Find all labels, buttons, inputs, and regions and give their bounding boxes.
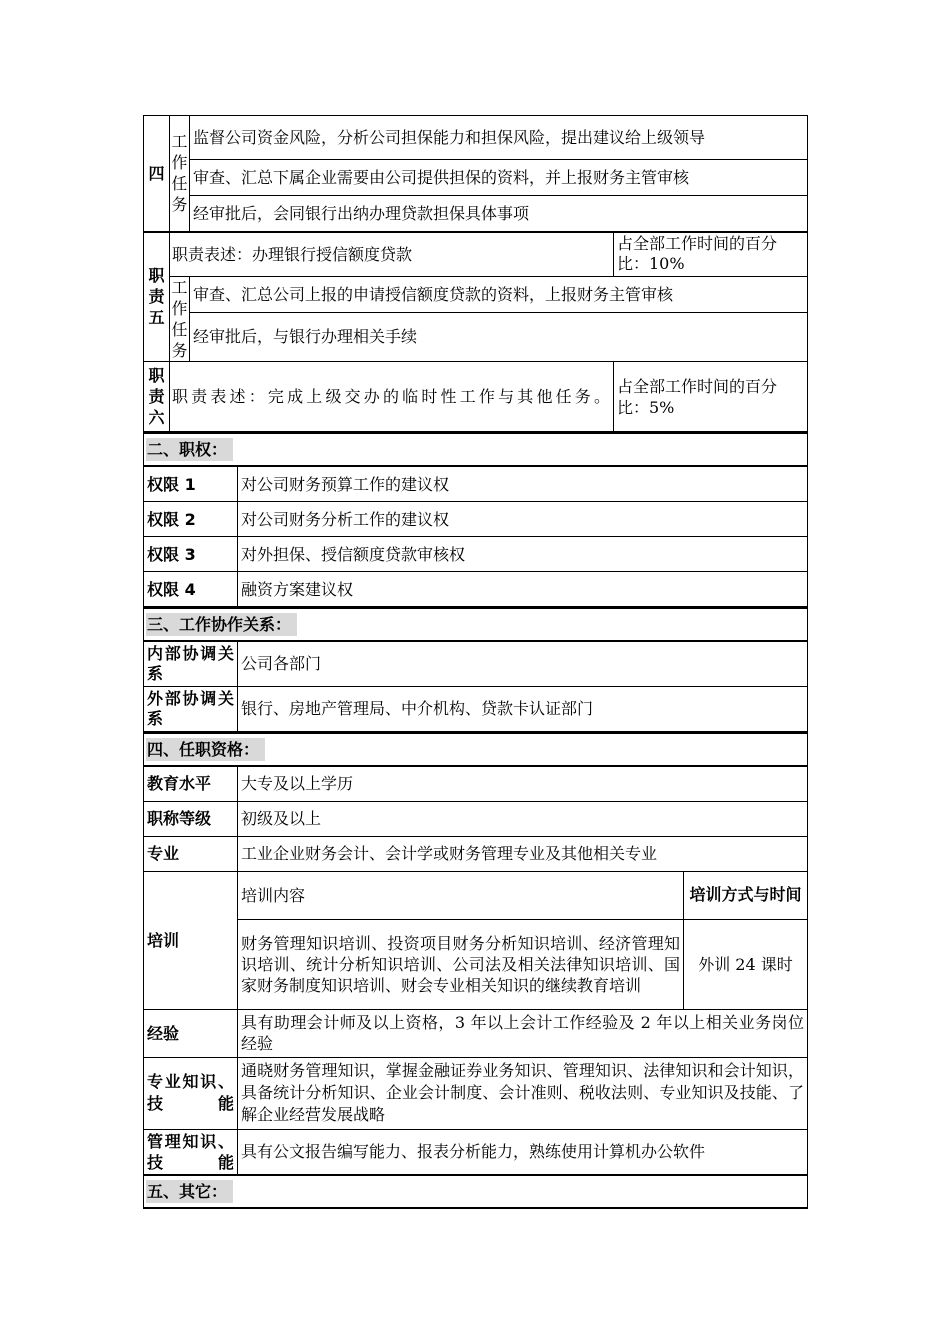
qualifications-heading: 四、任职资格：: [146, 738, 265, 761]
authority-text: 对公司财务分析工作的建议权: [238, 502, 808, 537]
authority-label: 权限 1: [144, 466, 238, 502]
duty6-description: 职责表述：完成上级交办的临时性工作与其他任务。: [170, 362, 614, 432]
authority-row: [144, 572, 808, 607]
authority-row: [144, 502, 808, 537]
authority-heading: 二、职权：: [146, 438, 233, 461]
authority-label: 权限 4: [144, 572, 238, 607]
education-text: 大专及以上学历: [238, 766, 808, 802]
education-label: 教育水平: [144, 766, 238, 802]
duty5-task-1: 审查、汇总公司上报的申请授信额度贷款的资料，上报财务主管审核: [190, 277, 808, 313]
duty5-task-label: 工作任务: [171, 278, 188, 360]
other-heading: 五、其它：: [146, 1180, 233, 1203]
management-label: 管理知识、技能: [144, 1129, 238, 1175]
duty5-time-ratio: 占全部工作时间的百分比：10%: [614, 232, 808, 277]
relation-label: 外部协调关系: [144, 686, 238, 731]
authority-text: 对外担保、授信额度贷款审核权: [238, 537, 808, 572]
training-method-header: 培训方式与时间: [684, 871, 808, 919]
duty4-task-2: 审查、汇总下属企业需要由公司提供担保的资料，并上报财务主管审核: [190, 160, 808, 196]
relation-label: 内部协调关系: [144, 641, 238, 686]
duty6-label: 职责六: [144, 362, 170, 432]
training-content: 财务管理知识培训、投资项目财务分析知识培训、经济管理知识培训、统计分析知识培训、公司法及相关法律知识培训、国家财务制度知识培训、财会专业相关知识的继续教育培训: [238, 919, 684, 1009]
relations-table: [143, 607, 808, 732]
authority-label: 权限 2: [144, 502, 238, 537]
relation-row: [144, 641, 808, 686]
duty5-task-2: 经审批后，与银行办理相关手续: [190, 312, 808, 361]
duty4-task-1: 监督公司资金风险，分析公司担保能力和担保风险，提出建议给上级领导: [190, 116, 808, 160]
duty4-task-3: 经审批后，会同银行出纳办理贷款担保具体事项: [190, 196, 808, 232]
professional-text: 通晓财务管理知识，掌握金融证券业务知识、管理知识、法律知识和会计知识，具备统计分析知识、企业会计制度、会计准则、税收法则、专业知识及技能、了解企业经营发展战略: [238, 1057, 808, 1129]
experience-label: 经验: [144, 1009, 238, 1057]
training-content-header: 培训内容: [238, 871, 684, 919]
relations-heading: 三、工作协作关系：: [146, 613, 297, 636]
authority-label: 权限 3: [144, 537, 238, 572]
duty5-label: 职责五: [144, 232, 170, 362]
professional-label: 专业知识、技能: [144, 1057, 238, 1129]
duty6-time-ratio: 占全部工作时间的百分比：5%: [614, 362, 808, 432]
duty4-task-label: 工作任务: [170, 116, 190, 232]
training-method: 外训 24 课时: [684, 919, 808, 1009]
authority-table: [143, 432, 808, 607]
experience-text: 具有助理会计师及以上资格，3 年以上会计工作经验及 2 年以上相关业务岗位经验: [238, 1009, 808, 1057]
title-level-label: 职称等级: [144, 801, 238, 836]
major-text: 工业企业财务会计、会计学或财务管理专业及其他相关专业: [238, 836, 808, 871]
duties-table: [143, 115, 808, 432]
authority-text: 对公司财务预算工作的建议权: [238, 466, 808, 502]
job-description-page: [143, 115, 807, 1209]
qualifications-table: [143, 732, 808, 1210]
relation-text: 银行、房地产管理局、中介机构、贷款卡认证部门: [238, 686, 808, 731]
relation-text: 公司各部门: [238, 641, 808, 686]
authority-row: [144, 537, 808, 572]
duty4-label: 四: [144, 116, 170, 232]
management-text: 具有公文报告编写能力、报表分析能力，熟练使用计算机办公软件: [238, 1129, 808, 1175]
title-level-text: 初级及以上: [238, 801, 808, 836]
authority-row: [144, 466, 808, 502]
training-label: 培训: [144, 871, 238, 1009]
authority-text: 融资方案建议权: [238, 572, 808, 607]
major-label: 专业: [144, 836, 238, 871]
duty5-description: 职责表述：办理银行授信额度贷款: [170, 232, 614, 277]
relation-row: [144, 686, 808, 731]
